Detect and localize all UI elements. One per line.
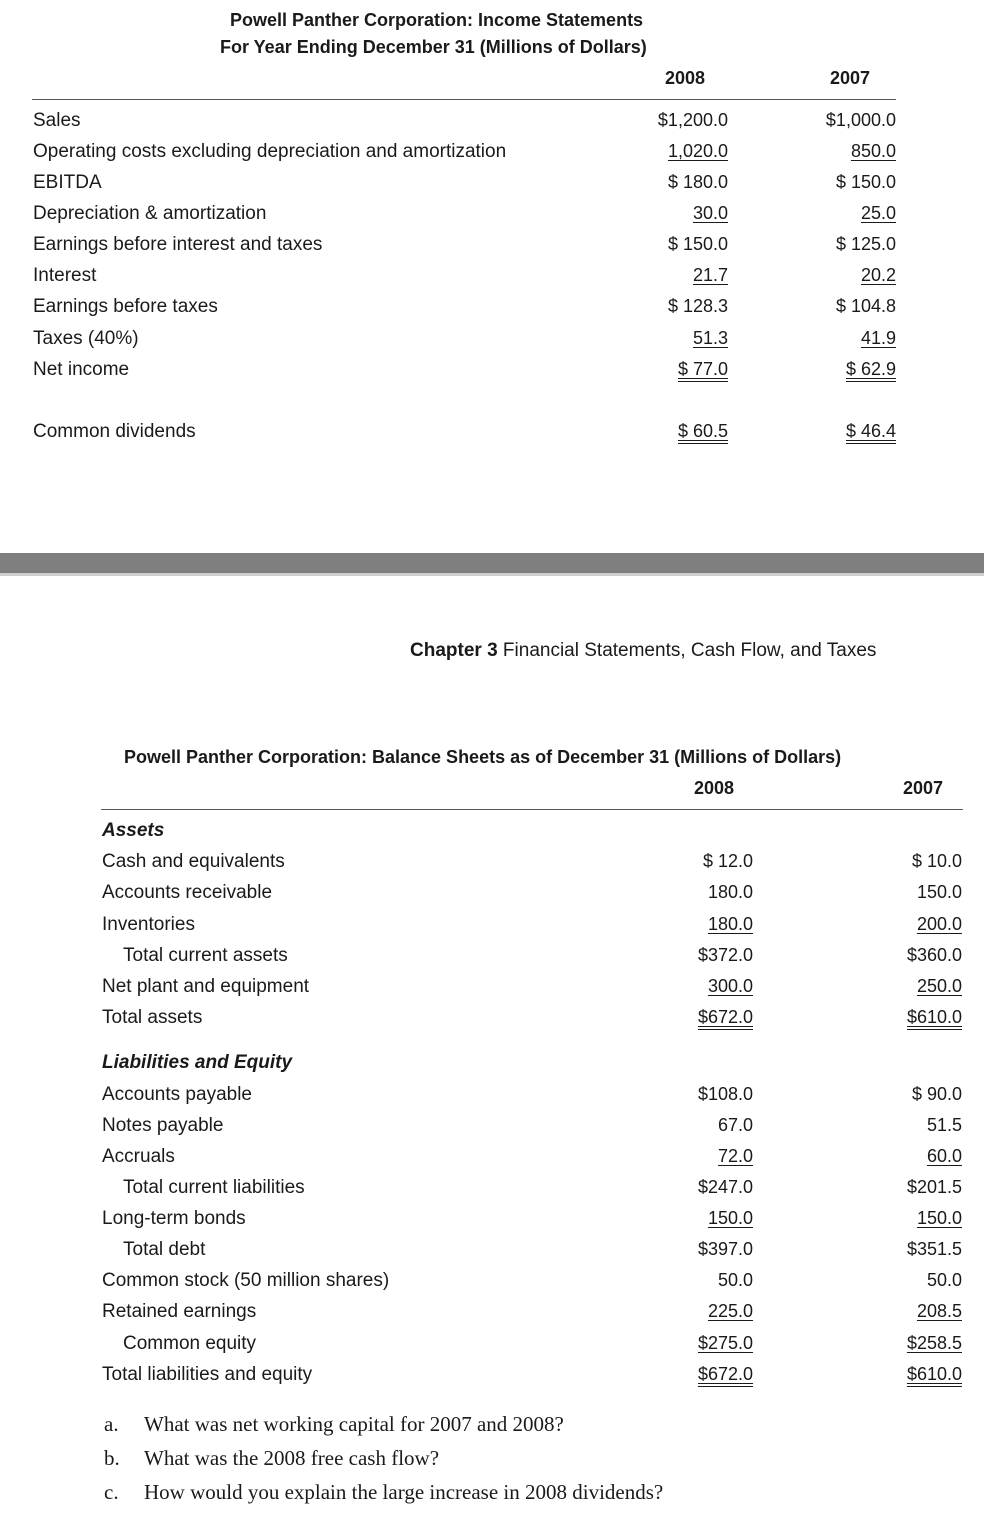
- income-2008-value: $1,200.0: [657, 110, 728, 130]
- income-2008-value: $ 150.0: [667, 234, 728, 254]
- income-header-rule: [32, 99, 896, 100]
- question-text: What was the 2008 free cash flow?: [144, 1446, 440, 1470]
- balance-2007-value: 200.0: [916, 914, 962, 934]
- chapter-title: Financial Statements, Cash Flow, and Taxes: [502, 640, 877, 661]
- question-letter: a.: [104, 1412, 119, 1436]
- income-2008-value: $ 77.0: [677, 359, 728, 379]
- balance-2008-value: 180.0: [707, 882, 753, 902]
- balance-2008-value: 67.0: [717, 1115, 753, 1135]
- balance-row-label: Total current assets: [123, 945, 288, 966]
- balance-row-label: Accounts receivable: [102, 882, 273, 903]
- income-2008-value: $ 128.3: [667, 296, 728, 316]
- income-row-label: Net income: [33, 359, 130, 380]
- balance-2007-value: 51.5: [926, 1115, 962, 1135]
- income-2008-value: 51.3: [692, 328, 728, 348]
- balance-2007-value: $610.0: [906, 1007, 962, 1027]
- income-2007-value: $1,000.0: [825, 110, 896, 130]
- income-row-label: Interest: [33, 265, 97, 286]
- income-2007-value: $ 104.8: [835, 296, 896, 316]
- income-2007-value: $ 62.9: [845, 359, 896, 379]
- income-2008-value: 1,020.0: [667, 141, 728, 161]
- income-row-label: Operating costs excluding depreciation and amortization: [33, 141, 507, 162]
- question-text: How would you explain the large increase in 2008 dividends?: [144, 1480, 664, 1504]
- balance-row-label: Total assets: [102, 1007, 203, 1028]
- balance-2008-value: $275.0: [697, 1333, 753, 1353]
- balance-2008-value: 150.0: [707, 1208, 753, 1228]
- balance-2007-value: $ 10.0: [911, 851, 962, 871]
- balance-2008-value: $372.0: [697, 945, 753, 965]
- balance-row-label: Cash and equivalents: [102, 851, 285, 872]
- balance-2007-value: $351.5: [906, 1239, 962, 1259]
- income-row-label: Sales: [33, 110, 81, 131]
- income-2007-value: $ 125.0: [835, 234, 896, 254]
- balance-2008-value: 225.0: [707, 1301, 753, 1321]
- page-break-band: [0, 553, 984, 573]
- income-2007-value: 850.0: [850, 141, 896, 161]
- balance-2008-value: $672.0: [697, 1364, 753, 1384]
- balance-row-label: Net plant and equipment: [102, 976, 310, 997]
- balance-row-label: Long-term bonds: [102, 1208, 246, 1229]
- income-col-2008: 2008: [665, 68, 706, 88]
- income-title-line1: Powell Panther Corporation: Income Statements: [230, 10, 644, 30]
- question-letter: c.: [104, 1480, 119, 1504]
- balance-row-label: Inventories: [102, 914, 195, 935]
- question-text: What was net working capital for 2007 and 2008?: [144, 1412, 564, 1436]
- income-row-label: Earnings before interest and taxes: [33, 234, 323, 255]
- balance-row-label: Common stock (50 million shares): [102, 1270, 390, 1291]
- income-2008-value: $ 180.0: [667, 172, 728, 192]
- page-break-shadow: [0, 573, 984, 576]
- assets-heading: Assets: [102, 820, 165, 841]
- income-row-label: EBITDA: [33, 172, 102, 193]
- balance-2007-value: $201.5: [906, 1177, 962, 1197]
- balance-2007-value: 50.0: [926, 1270, 962, 1290]
- income-2007-value: $ 46.4: [845, 421, 896, 441]
- income-row-label: Depreciation & amortization: [33, 203, 267, 224]
- balance-row-label: Total debt: [123, 1239, 206, 1260]
- balance-2007-value: 150.0: [916, 1208, 962, 1228]
- income-title-line2: For Year Ending December 31 (Millions of Dollars): [220, 37, 647, 57]
- balance-row-label: Accounts payable: [102, 1084, 252, 1105]
- income-2008-value: 21.7: [692, 265, 728, 285]
- income-2007-value: 41.9: [860, 328, 896, 348]
- balance-row-label: Total liabilities and equity: [102, 1364, 313, 1385]
- balance-2008-value: 72.0: [717, 1146, 753, 1166]
- balance-2008-value: $397.0: [697, 1239, 753, 1259]
- balance-2007-value: 150.0: [916, 882, 962, 902]
- income-row-label: Common dividends: [33, 421, 196, 442]
- balance-row-label: Retained earnings: [102, 1301, 257, 1322]
- income-2007-value: 20.2: [860, 265, 896, 285]
- income-2008-value: 30.0: [692, 203, 728, 223]
- income-2007-value: 25.0: [860, 203, 896, 223]
- question-letter: b.: [104, 1446, 120, 1470]
- balance-row-label: Total current liabilities: [123, 1177, 305, 1198]
- balance-2008-value: $108.0: [697, 1084, 753, 1104]
- balance-col-2008: 2008: [694, 778, 735, 798]
- balance-header-rule: [101, 809, 963, 810]
- income-row-label: Taxes (40%): [33, 328, 139, 349]
- balance-2008-value: 50.0: [717, 1270, 753, 1290]
- balance-2007-value: $ 90.0: [911, 1084, 962, 1104]
- balance-2007-value: 208.5: [916, 1301, 962, 1321]
- balance-row-label: Accruals: [102, 1146, 175, 1167]
- balance-2008-value: 300.0: [707, 976, 753, 996]
- income-2007-value: $ 150.0: [835, 172, 896, 192]
- balance-row-label: Common equity: [123, 1333, 257, 1354]
- balance-2008-value: $247.0: [697, 1177, 753, 1197]
- income-2008-value: $ 60.5: [677, 421, 728, 441]
- balance-2008-value: $672.0: [697, 1007, 753, 1027]
- balance-row-label: Notes payable: [102, 1115, 224, 1136]
- balance-2007-value: $360.0: [906, 945, 962, 965]
- balance-2007-value: $610.0: [906, 1364, 962, 1384]
- income-row-label: Earnings before taxes: [33, 296, 218, 317]
- chapter-header: [410, 640, 876, 662]
- balance-col-2007: 2007: [903, 778, 944, 798]
- balance-2008-value: $ 12.0: [702, 851, 753, 871]
- balance-2008-value: 180.0: [707, 914, 753, 934]
- balance-2007-value: 250.0: [916, 976, 962, 996]
- chapter-number: Chapter 3: [410, 640, 498, 661]
- liabilities-heading: Liabilities and Equity: [102, 1052, 293, 1073]
- balance-title: Powell Panther Corporation: Balance Sheets as of December 31 (Millions of Dollars): [124, 747, 842, 767]
- balance-2007-value: $258.5: [906, 1333, 962, 1353]
- balance-2007-value: 60.0: [926, 1146, 962, 1166]
- income-col-2007: 2007: [830, 68, 871, 88]
